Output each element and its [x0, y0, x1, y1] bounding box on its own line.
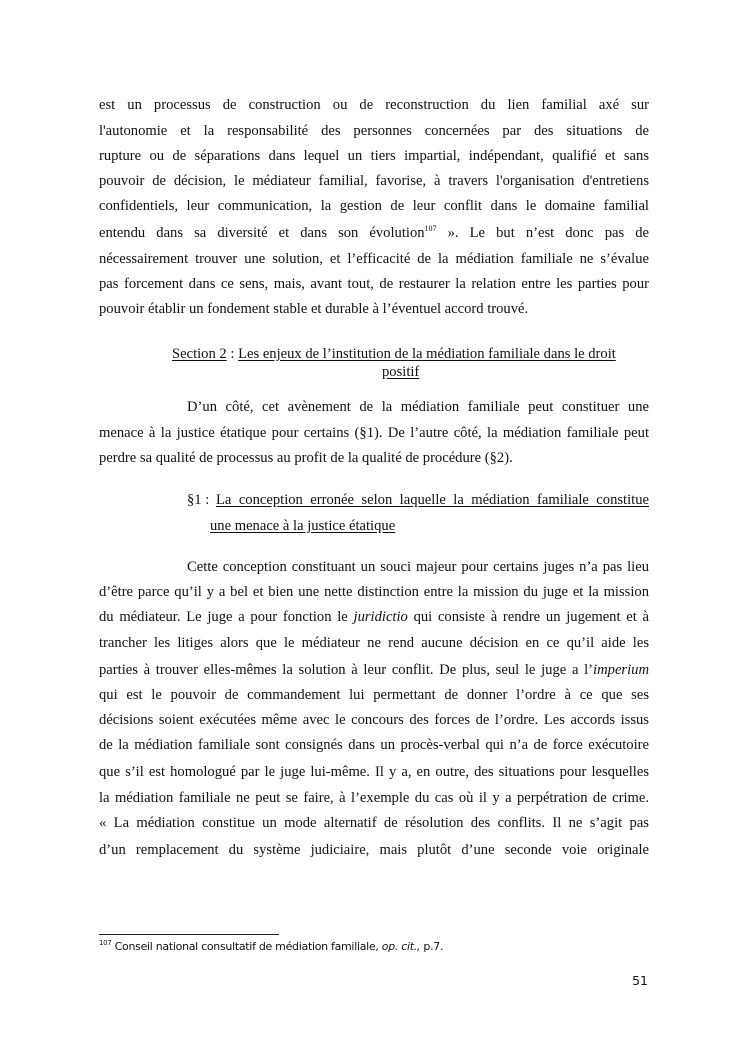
text-line: « La médiation constitue un mode alternatif de résolution des conflits. Il ne s’agit pas [99, 815, 649, 831]
footnote-text-end: p.7. [420, 940, 444, 953]
text-line: pouvoir de décision, le médiateur familial, favorise, à travers l'organisation d'entretiens [99, 173, 649, 189]
text-line: Cette conception constituant un souci majeur pour certains juges n’a pas lieu [187, 559, 649, 575]
text-line: nécessairement trouver une solution, et l’efficacité de la médiation familiale ne s’évalue [99, 251, 649, 267]
text-line: perdre sa qualité de processus au profit de la qualité de procédure (§2). [99, 450, 513, 466]
section-title-continued: positif [382, 364, 420, 380]
footnote-text: Conseil national consultatif de médiation familiale, [111, 940, 382, 953]
italic-term: juridictio [353, 609, 408, 625]
text-line: la médiation familiale ne peut se faire, à l’exemple du cas où il y a perpétration de crime. [99, 790, 649, 806]
text-fragment: ». Le but n’est donc pas de [436, 225, 649, 241]
text-line [99, 607, 649, 627]
text-line: qui est le pouvoir de commandement lui permettant de donner l’ordre à ce que ses [99, 687, 649, 703]
footnote-italic: op. cit., [381, 940, 421, 953]
footnote [99, 940, 443, 953]
footnote-divider [99, 934, 279, 935]
text-fragment: entendu dans sa diversité et dans son évolution [99, 225, 425, 241]
section-title: Les enjeux de l’institution de la médiation familiale dans le droit [238, 346, 616, 362]
text-line: décisions soient exécutées même avec le concours des forces de l’ordre. Les accords issus [99, 712, 649, 728]
section-heading [172, 344, 616, 364]
text-fragment: qui consiste à rendre un jugement et à [407, 609, 649, 625]
text-line: est un processus de construction ou de reconstruction du lien familial axé sur [99, 97, 649, 113]
text-line: pouvoir établir un fondement stable et durable à l’éventuel accord trouvé. [99, 301, 529, 317]
text-line: pas forcement dans ce sens, mais, avant tout, de restaurer la relation entre les parties pour [99, 276, 649, 292]
text-fragment: parties à trouver elles-mêmes la solution à leur conflit. De plus, seul le juge a l’ [99, 662, 594, 678]
text-line: que s’il est homologué par le juge lui-même. Il y a, en outre, des situations pour lesquelles [99, 764, 649, 780]
text-line: rupture ou de séparations dans lequel un tiers impartial, indépendant, qualifié et sans [99, 148, 649, 164]
text-line: D’un côté, cet avènement de la médiation familiale peut constituer une [187, 399, 649, 415]
section-separator: : [226, 346, 239, 362]
text-line: confidentiels, leur communication, la gestion de leur conflit dans le domaine familial [99, 198, 649, 214]
page-number: 51 [632, 973, 648, 988]
text-fragment: du médiateur. Le juge a pour fonction le [99, 609, 354, 625]
text-line [99, 660, 649, 680]
section-label: Section 2 [172, 346, 227, 362]
subsection-title: La conception erronée selon laquelle la médiation familiale constitue [216, 492, 649, 508]
text-line [99, 223, 649, 243]
subsection-label: §1 : [187, 492, 210, 508]
text-line: menace à la justice étatique pour certains (§1). De l’autre côté, la médiation familiale peut [99, 425, 649, 441]
text-line: trancher les litiges alors que le médiateur ne rend aucune décision en ce qu’il aide les [99, 635, 649, 651]
text-line: de la médiation familiale sont consignés dans un procès-verbal qui n’a de force exécutoire [99, 737, 649, 753]
italic-term: imperium [593, 662, 649, 678]
footnote-ref[interactable]: 107 [424, 224, 437, 233]
text-line: l'autonomie et la responsabilité des personnes concernées par des situations de [99, 123, 649, 139]
footnote-number: 107 [99, 939, 112, 947]
subsection-title-continued: une menace à la justice étatique [210, 518, 396, 534]
text-line: d’un remplacement du système judiciaire, mais plutôt d’une seconde voie originale [99, 842, 649, 858]
text-line: d’être parce qu’il y a bel et bien une nette distinction entre la mission du juge et la mission [99, 584, 649, 600]
